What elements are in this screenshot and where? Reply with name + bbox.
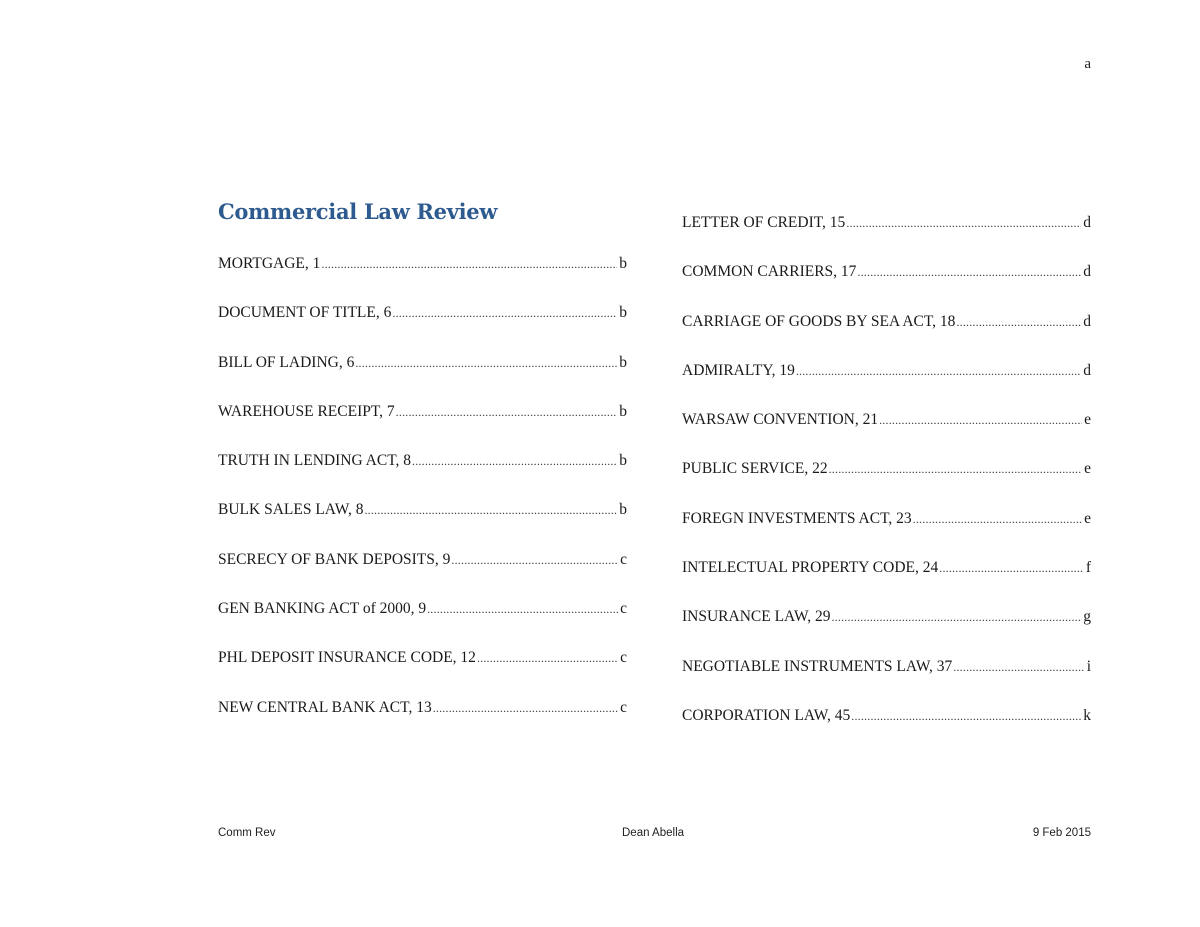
toc-dot-leader	[851, 706, 1081, 726]
toc-dot-leader	[879, 410, 1082, 430]
footer-center-text: Dean Abella	[622, 827, 685, 839]
toc-entry-label: FOREGN INVESTMENTS ACT, 23	[682, 509, 912, 527]
toc-entry-label: WAREHOUSE RECEIPT, 7	[218, 402, 395, 420]
toc-entry[interactable]	[218, 698, 627, 747]
toc-entry-label: PUBLIC SERVICE, 22	[682, 460, 828, 478]
toc-entry[interactable]	[218, 402, 627, 451]
toc-dot-leader	[939, 558, 1084, 578]
toc-entry-label: BILL OF LADING, 6	[218, 353, 355, 371]
toc-entry-label: NEGOTIABLE INSTRUMENTS LAW, 37	[682, 657, 953, 675]
toc-entry-label: WARSAW CONVENTION, 21	[682, 411, 879, 429]
toc-entry-page: b	[619, 255, 627, 272]
toc-entry-page: e	[1084, 509, 1091, 527]
toc-entry-page: i	[1086, 657, 1091, 675]
toc-entry-page: d	[1083, 214, 1091, 231]
toc-entry-label: CARRIAGE OF GOODS BY SEA ACT, 18	[682, 312, 956, 330]
toc-entry[interactable]	[218, 303, 627, 352]
toc-entry[interactable]	[218, 500, 627, 549]
toc-entry-page: c	[620, 698, 627, 716]
toc-entry[interactable]	[218, 254, 627, 303]
toc-entry-page: f	[1085, 559, 1091, 577]
toc-dot-leader	[392, 303, 617, 323]
toc-entry-label: TRUTH IN LENDING ACT, 8	[218, 452, 412, 470]
toc-entry-page: c	[620, 600, 627, 618]
toc-entry[interactable]	[682, 410, 1091, 459]
toc-entry-page: e	[1084, 460, 1091, 478]
toc-dot-leader	[831, 607, 1081, 627]
toc-dot-leader	[857, 262, 1081, 282]
toc-entry-page: b	[619, 402, 627, 420]
toc-dot-leader	[913, 509, 1082, 529]
toc-dot-leader	[427, 599, 618, 619]
toc-entry[interactable]	[218, 599, 627, 648]
toc-entry-label: DOCUMENT OF TITLE, 6	[218, 304, 392, 322]
toc-dot-leader	[829, 459, 1083, 479]
toc-entry[interactable]	[682, 262, 1091, 311]
footer-left-text: Comm Rev	[218, 827, 276, 839]
toc-entry-label: INSURANCE LAW, 29	[682, 608, 831, 626]
toc-entry-page: b	[619, 501, 627, 519]
toc-entry-page: b	[619, 452, 627, 470]
toc-dot-leader	[953, 657, 1084, 677]
toc-dot-leader	[396, 402, 618, 422]
toc-entry-label: GEN BANKING ACT of 2000, 9	[218, 600, 427, 618]
toc-entry-label: PHL DEPOSIT INSURANCE CODE, 12	[218, 649, 476, 667]
toc-dot-leader	[355, 353, 617, 373]
toc-entry-label: BULK SALES LAW, 8	[218, 501, 364, 519]
toc-entry-page: g	[1083, 608, 1091, 626]
toc-entry-label: INTELECTUAL PROPERTY CODE, 24	[682, 559, 939, 577]
toc-entry-page: b	[619, 304, 627, 322]
toc-left-column	[218, 254, 627, 747]
toc-dot-leader	[364, 500, 617, 520]
toc-entry[interactable]	[682, 706, 1091, 755]
toc-entry[interactable]	[218, 648, 627, 697]
toc-entry[interactable]	[682, 361, 1091, 410]
toc-entry-page: b	[619, 353, 627, 371]
toc-entry-page: c	[620, 649, 627, 667]
page-footer	[218, 827, 1091, 843]
toc-entry-label: COMMON CARRIERS, 17	[682, 263, 857, 281]
toc-entry[interactable]	[682, 657, 1091, 706]
toc-entry-page: c	[620, 550, 627, 568]
toc-dot-leader	[956, 312, 1081, 332]
toc-entry-page: e	[1084, 411, 1091, 429]
toc-entry-label: LETTER OF CREDIT, 15	[682, 214, 846, 231]
toc-entry[interactable]	[682, 459, 1091, 508]
toc-entry[interactable]	[682, 607, 1091, 656]
document-title: Commercial Law Review	[218, 199, 498, 224]
toc-entry[interactable]	[682, 509, 1091, 558]
toc-entry-page: d	[1083, 361, 1091, 379]
toc-entry-label: CORPORATION LAW, 45	[682, 706, 851, 724]
toc-dot-leader	[451, 550, 618, 570]
toc-dot-leader	[846, 213, 1081, 233]
footer-date: 9 Feb 2015	[1032, 827, 1091, 839]
toc-dot-leader	[412, 451, 617, 471]
toc-entry[interactable]	[682, 213, 1091, 262]
toc-entry-label: MORTGAGE, 1	[218, 255, 321, 272]
toc-entry[interactable]	[218, 353, 627, 402]
toc-dot-leader	[433, 698, 618, 718]
toc-dot-leader	[321, 254, 617, 274]
toc-dot-leader	[796, 361, 1081, 381]
toc-entry[interactable]	[682, 312, 1091, 361]
toc-entry-page: d	[1083, 312, 1091, 330]
toc-right-column	[682, 213, 1091, 755]
toc-entry[interactable]	[218, 550, 627, 599]
toc-entry-label: NEW CENTRAL BANK ACT, 13	[218, 698, 432, 716]
toc-entry-label: SECRECY OF BANK DEPOSITS, 9	[218, 550, 451, 568]
toc-entry-page: k	[1083, 706, 1091, 724]
toc-entry-label: ADMIRALTY, 19	[682, 361, 795, 379]
toc-entry[interactable]	[218, 451, 627, 500]
page-letter: a	[1084, 56, 1091, 72]
toc-dot-leader	[477, 648, 618, 668]
toc-entry-page: d	[1083, 263, 1091, 281]
toc-entry[interactable]	[682, 558, 1091, 607]
